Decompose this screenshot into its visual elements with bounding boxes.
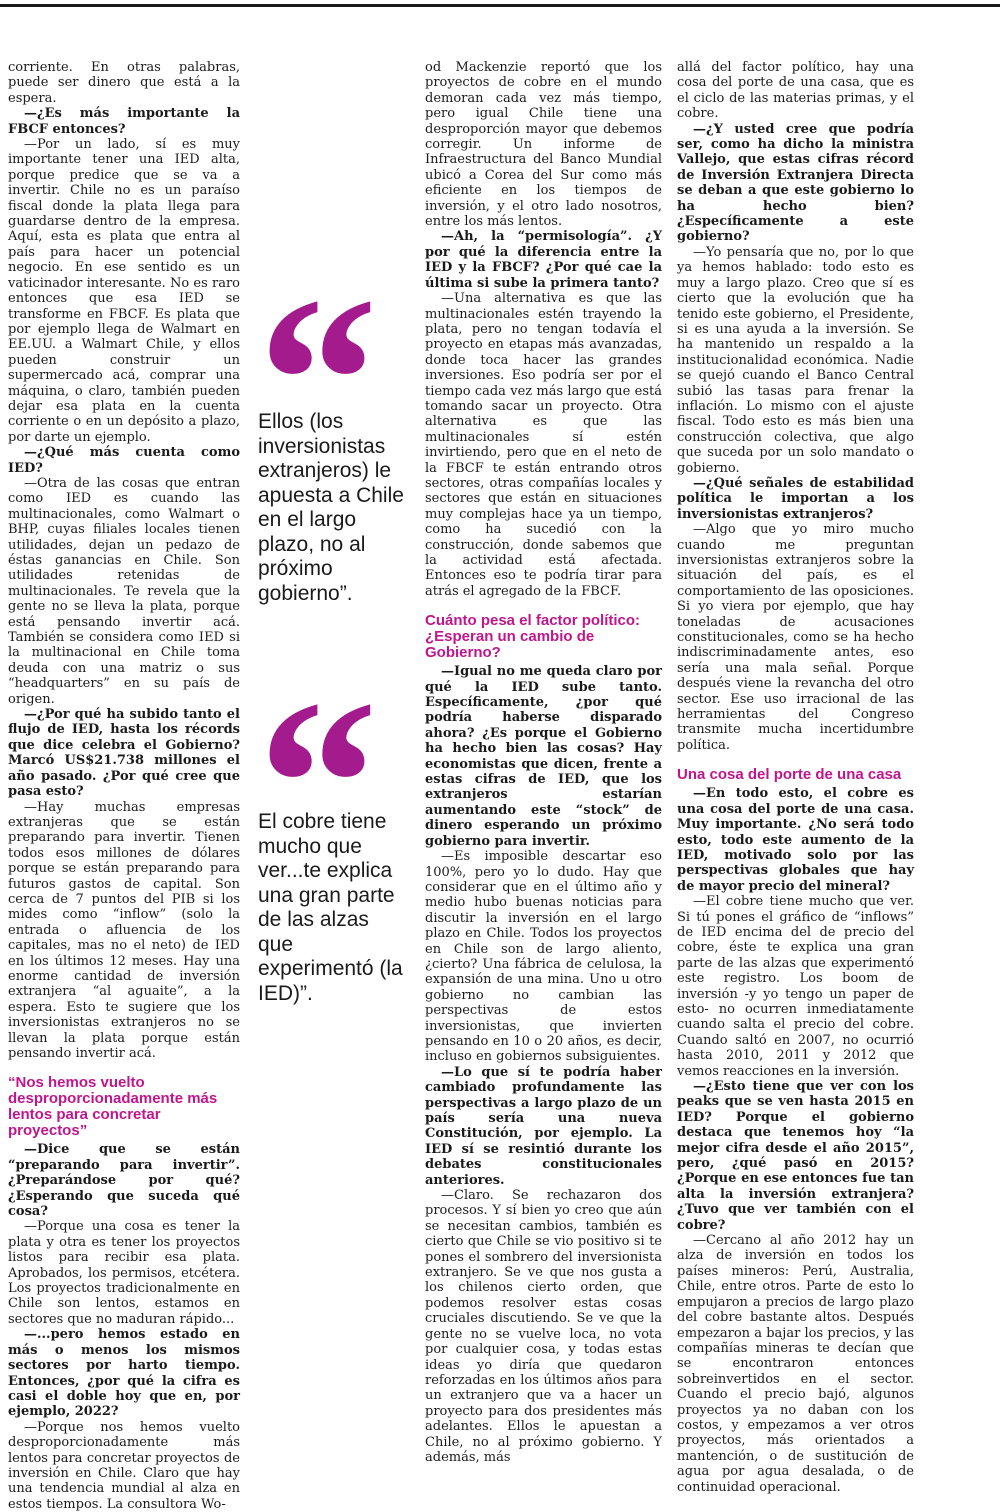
pull-quote-2: El cobre tiene mucho que ver...te explica una gran parte de las alzas que experimentó (la IED)”.	[258, 810, 403, 1005]
interview-question: —Dice que se están “preparando para invertir”. ¿Preparándose por qué? ¿Esperando que suceda qué cosa?	[8, 1142, 240, 1220]
top-rule	[0, 4, 1000, 7]
interview-question: —¿Es más importante la FBCF entonces?	[8, 106, 240, 137]
section-heading: Cuánto pesa el factor político: ¿Esperan un cambio de Gobierno?	[425, 612, 641, 662]
section-heading: “Nos hemos vuelto desproporcionadamente más lentos para concretar proyectos”	[8, 1074, 218, 1140]
interview-question: —¿Por qué ha subido tanto el flujo de IED, hasta los récords que dice celebra el Gobierno? Marcó US$21.738 millones el año pasado. ¿Por qué cree que pasa esto?	[8, 707, 240, 800]
paragraph: allá del factor político, hay una cosa del porte de una casa, que es el ciclo de las materias primas, y el cobre.	[677, 60, 914, 122]
paragraph: —Porque nos hemos vuelto desproporcionadamente más lentos para concretar proyectos de inversión en Chile. Claro que hay una tendencia mundial al alza en estos tiempos. La consultora Wo-	[8, 1419, 240, 1512]
paragraph: od Mackenzie reportó que los proyectos de cobre en el mundo demoran cada vez más tiempo, pero igual Chile tiene una desproporción mayor que debemos corregir. Un informe de Infraestructura del Banco Mundial ubicó a Corea del Sur como más eficiente en los tiempos de inversión, y el otro lado nosotros, entre los más lentos.	[425, 60, 662, 230]
paragraph: corriente. En otras palabras, puede ser dinero que está a la espera.	[8, 60, 240, 106]
paragraph: —Una alternativa es que las multinacionales estén trayendo la plata, pero no tengan todavía el proyecto en etapas más avanzadas, donde toca hacer las grandes inversiones. Eso podría ser por el tiempo cada vez más largo que está tomando sacar un proyecto. Otra alternativa es que las multinacionales sí estén invirtiendo, pero que en el neto de la FBCF te están entrando otros sectores, otras compañías locales y sectores que están en situaciones muy complejas hace ya un tiempo, como ha sucedió con la construcción, donde sabemos que la actividad está afectada. Entonces eso te podría tirar para atrás el agregado de la FBCF.	[425, 291, 662, 599]
paragraph: —Es imposible descartar eso 100%, pero yo lo dudo. Hay que considerar que en el último año y medio hubo buenas noticias para discutir la inversión en el largo plazo en Chile. Todos los proyectos en Chile son de largo aliento, ¿cierto? Una fábrica de celulosa, la expansión de una mina. Uno u otro gobierno no cambian las perspectivas de estos inversionistas, que invierten pensando en 10 o 20 años, es decir, incluso en gobiernos subsiguientes.	[425, 849, 662, 1065]
interview-question: —¿Esto tiene que ver con los peaks que se ven hasta 2015 en IED? Porque el gobierno destaca que tenemos hoy “la mejor cifra desde el año 2015”, pero, ¿qué pasó en 2015? ¿Porque en ese entonces fue tan alta la inversión extranjera? ¿Tuvo que ver también con el cobre?	[677, 1079, 914, 1233]
paragraph: —El cobre tiene mucho que ver. Si tú pones el gráfico de “inflows” de IED encima del de precio del cobre, éste te explica una gran parte de las alzas que experimentó este registro. Los boom de inversión -y yo tengo un paper de esto- no ocurren inmediatamente cuando salta el precio del cobre. Cuando saltó en 2007, no ocurrió hasta 2010, 2011 y 2012 que vemos reacciones en la inversión.	[677, 894, 914, 1079]
quote-mark-icon	[258, 280, 378, 390]
paragraph: —Algo que yo miro mucho cuando me preguntan inversionistas extranjeros sobre la situación del país, es el comportamiento de las oposiciones. Si yo viera por ejemplo, que hay toneladas de acusaciones constitucionales, como se ha hecho indiscriminadamente antes, eso sería una mala señal. Porque después viene la revancha del otro sector. Ese uso irracional de las herramientas del Congreso transmite mucha incertidumbre política.	[677, 522, 914, 753]
paragraph: —Hay muchas empresas extranjeras que se están preparando para invertir. Tienen todos esos millones de dólares porque se están preparando para futuros gastos de capital. Son cerca de 7 puntos del PIB si los mides como “inflow” (solo la entrada o afluencia de los capitales, mas no el neto) de IED en los últimos 12 meses. Hay una enorme cantidad de inversión extranjera “al aguaite”, a la espera. Esto te sugiere que los inversionistas extranjeros no se llevan la plata porque están pensando invertir acá.	[8, 799, 240, 1061]
paragraph: —Otra de las cosas que entran como IED es cuando las multinacionales, como Walmart o BHP, cuyas filiales locales tienen utilidades, dejan un pedazo de éstas ganancias en Chile. Son utilidades retenidas de multinacionales. Te revela que la gente no se lleva la plata, porque está pensando invertir acá. También se considera como IED si la multinacional en Chile toma deuda con una matriz o sus “headquarters” en su país de origen.	[8, 475, 240, 707]
quote-mark-icon	[258, 683, 378, 793]
interview-question: —¿Qué señales de estabilidad política le importan a los inversionistas extranjeros?	[677, 475, 914, 522]
interview-question: —Ah, la “permisología”. ¿Y por qué la diferencia entre la IED y la FBCF? ¿Por qué cae la última si sube la primera tanto?	[425, 229, 662, 291]
article-column-1	[8, 60, 240, 1512]
interview-question: —...pero hemos estado en más o menos los mismos sectores por harto tiempo. Entonces, ¿por qué la cifra es casi el doble hoy que en, por ejemplo, 2022?	[8, 1327, 240, 1420]
interview-question: —En todo esto, el cobre es una cosa del porte de una casa. Muy importante. ¿No será todo esto, todo este aumento de la IED, motivado solo por las perspectivas globales que hay de mayor precio del mineral?	[677, 786, 914, 894]
paragraph: —Cercano al año 2012 hay un alza de inversión en todos los países mineros: Perú, Australia, Chile, entre otros. Parte de esto lo empujaron a precios de largo plazo del cobre bastante altos. Después empezaron a bajar los precios, y las compañías mineras te decían que se encontraron entonces sobreinvertidos en el sector. Cuando el precio bajó, algunos proyectos ya no daban con los costos, y empezamos a ver otros proyectos, más orientados a mantención, o de sustitución de agua por agua desalada, o de continuidad operacional.	[677, 1233, 914, 1495]
section-heading: Una cosa del porte de una casa	[677, 766, 902, 784]
paragraph: —Por un lado, sí es muy importante tener una IED alta, porque predice que se va a invertir. Chile no es un paraíso fiscal donde la plata llega para guardarse dentro de la empresa. Aquí, esta es plata que entra al país para hacer un potencial negocio. En ese sentido es un vaticinador interesante. No es raro entonces que esa IED se transforme en FBCF. Es plata que por ejemplo llega de Walmart en EE.UU. a Walmart Chile, y ellos pueden construir un supermercado acá, comprar una máquina, o claro, también pueden dejar esa plata en la cuenta corriente o en un depósito a plazo, por darte un ejemplo.	[8, 137, 240, 445]
article-column-3	[677, 60, 914, 1495]
paragraph: —Porque una cosa es tener la plata y otra es tener los proyectos listos para recibir esa plata. Aprobados, los permisos, etcétera. Los proyectos tradicionalmente en Chile son lentos, estamos en sectores que no maduran rápido...	[8, 1219, 240, 1327]
interview-question: —¿Qué más cuenta como IED?	[8, 445, 240, 476]
pull-quote-1: Ellos (los inversionistas extranjeros) le apuesta a Chile en el largo plazo, no al próximo gobierno”.	[258, 410, 404, 605]
interview-question: —Igual no me queda claro por qué la IED sube tanto. Específicamente, ¿por qué podría haberse disparado ahora? ¿Es porque el Gobierno ha hecho bien las cosas? Hay economistas que dicen, frente a estas cifras de IED, que los extranjeros estarían aumentando este “stock” de dinero esperando un próximo gobierno para invertir.	[425, 664, 662, 849]
paragraph: —Yo pensaría que no, por lo que ya hemos hablado: todo esto es muy a largo plazo. Creo que sí es cierto que la evolución que ha tenido este gobierno, el Presidente, si es una ayuda a la inversión. Se ha mantenido un respaldo a la institucionalidad económica. Nadie se quejó cuando el Banco Central subió las tasas para frenar la inflación. Lo mismo con el ajuste fiscal. Todo esto es más bien una construcción colectiva, que algo que suceda por un solo mandato o gobierno.	[677, 244, 914, 476]
article-column-2	[425, 60, 662, 1465]
interview-question: —Lo que sí te podría haber cambiado profundamente las perspectivas a largo plazo de un país sería una nueva Constitución, por ejemplo. La IED sí se resintió durante los debates constitucionales anteriores.	[425, 1064, 662, 1188]
paragraph: —Claro. Se rechazaron dos procesos. Y sí bien yo creo que aún se necesitan cambios, también es cierto que Chile se vio positivo si te pones el sombrero del inversionista extranjero. Se ve que nos gusta a los chilenos cierto orden, que podemos resolver estas cosas cruciales discutiendo. Se ve que la gente no se vuelve loca, no vota por cualquier cosa, y todas estas ideas yo diría que quedaron reforzadas en los últimos años para un extranjero que va a hacer un proyecto para dos presidentes más adelantes. Ellos le apuestan a Chile, no al próximo gobierno. Y además, más	[425, 1188, 662, 1465]
interview-question: —¿Y usted cree que podría ser, como ha dicho la ministra Vallejo, que estas cifras récord de Inversión Extranjera Directa se deban a que este gobierno lo ha hecho bien? ¿Específicamente a este gobierno?	[677, 121, 914, 245]
